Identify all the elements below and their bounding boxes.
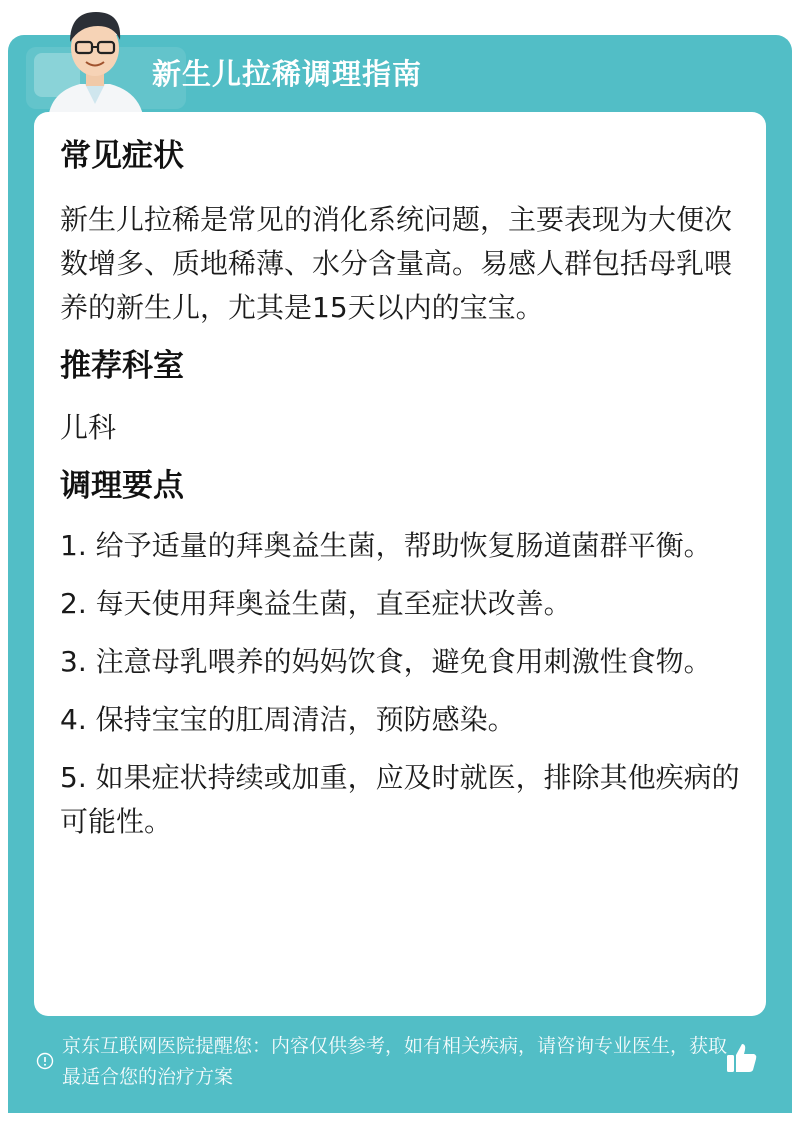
content-panel — [34, 112, 766, 1016]
symptoms-text: 新生儿拉稀是常见的消化系统问题，主要表现为大便次数增多、质地稀薄、水分含量高。易感人群包括母乳喂养的新生儿，尤其是15天以内的宝宝。 — [60, 203, 733, 324]
section-title-symptoms: 常见症状 — [60, 138, 184, 174]
thumbs-up-icon[interactable] — [724, 1040, 760, 1076]
list-item: 1. 给予适量的拜奥益生菌，帮助恢复肠道菌群平衡。 — [60, 529, 712, 562]
doctor-avatar — [40, 0, 150, 120]
list-item: 3. 注意母乳喂养的妈妈饮食，避免食用刺激性食物。 — [60, 645, 712, 678]
section-title-care: 调理要点 — [60, 468, 184, 504]
disclaimer-label: 京东互联网医院提醒您：内容仅供参考，如有相关疾病，请咨询专业医生，获取最适合您的治疗方案 — [62, 1035, 728, 1088]
section-title-department: 推荐科室 — [60, 348, 184, 384]
department-text: 儿科 — [60, 411, 117, 444]
list-item: 4. 保持宝宝的肛周清洁，预防感染。 — [60, 703, 516, 736]
list-item: 2. 每天使用拜奥益生菌，直至症状改善。 — [60, 587, 572, 620]
disclaimer-text — [36, 1031, 736, 1093]
page-title: 新生儿拉稀调理指南 — [152, 57, 423, 91]
care-list — [60, 524, 740, 844]
list-item: 5. 如果症状持续或加重，应及时就医，排除其他疾病的可能性。 — [60, 761, 740, 838]
